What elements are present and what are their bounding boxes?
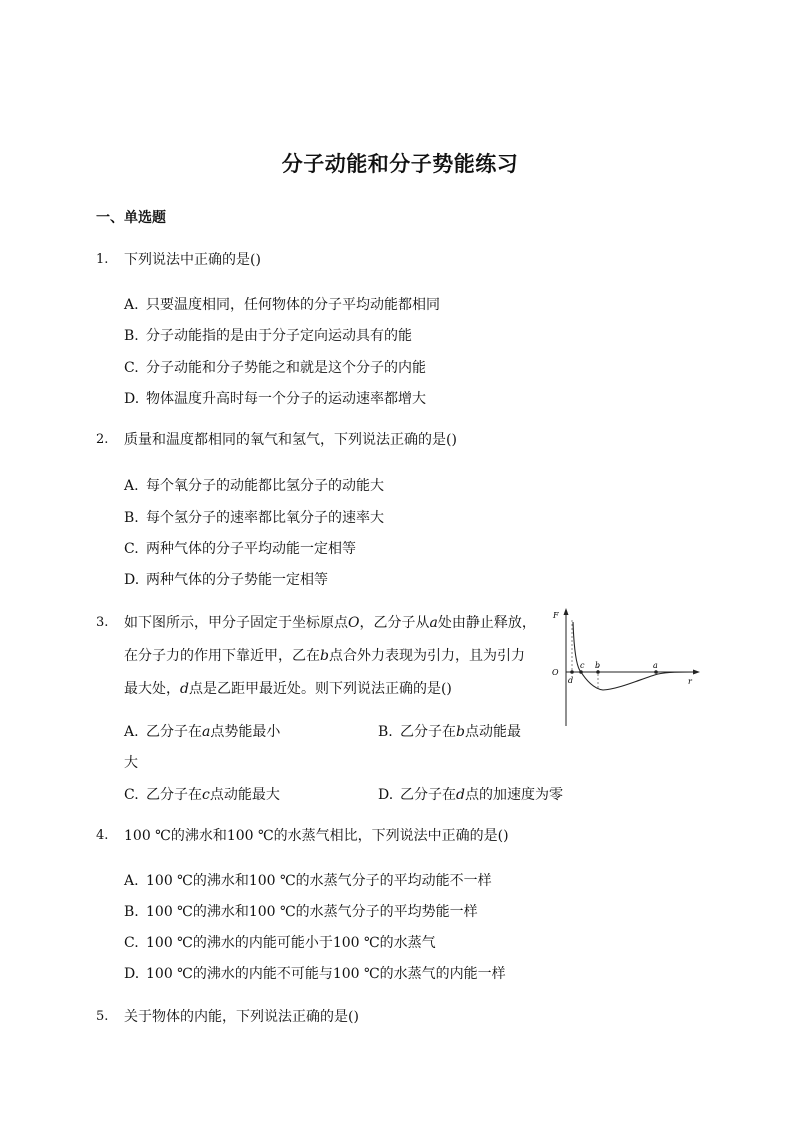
option-c: C. 分子动能和分子势能之和就是这个分子的内能 xyxy=(124,360,426,376)
point-d-label: d xyxy=(568,676,574,685)
point-b-label: b xyxy=(595,661,601,670)
question-number: 2. xyxy=(96,432,109,447)
question-number: 1. xyxy=(96,252,109,267)
point-d-marker xyxy=(570,670,574,674)
option-b: B. 每个氢分子的速率都比氧分子的速率大 xyxy=(124,510,384,526)
question-stem-line: 最大处，d点是乙距甲最近处。则下列说法正确的是() xyxy=(124,681,452,697)
x-axis-arrow xyxy=(693,670,700,675)
section-heading: 一、单选题 xyxy=(96,210,166,226)
point-a-label: a xyxy=(653,661,658,670)
option-b: B. 100 ℃的沸水和100 ℃的水蒸气分子的平均势能一样 xyxy=(124,904,478,920)
option-c: C. 100 ℃的沸水的内能可能小于100 ℃的水蒸气 xyxy=(124,935,436,951)
option-b: B. 分子动能指的是由于分子定向运动具有的能 xyxy=(124,328,412,344)
option-d: D. 两种气体的分子势能一定相等 xyxy=(124,572,328,588)
question-number: 4. xyxy=(96,828,109,843)
option-c: C. 两种气体的分子平均动能一定相等 xyxy=(124,541,356,557)
question-number: 5. xyxy=(96,1009,109,1024)
option-d: D. 100 ℃的沸水的内能不可能与100 ℃的水蒸气的内能一样 xyxy=(124,966,506,982)
point-a-marker xyxy=(654,670,658,674)
point-b-marker xyxy=(596,670,600,674)
option-a: A. 乙分子在a点势能最小 xyxy=(124,724,281,740)
option-b-wrap: 大 xyxy=(124,755,138,771)
question-stem: 下列说法中正确的是() xyxy=(124,252,261,268)
x-axis-label: r xyxy=(688,677,692,686)
option-a: A. 每个氧分子的动能都比氢分子的动能大 xyxy=(124,478,384,494)
y-axis-label: F xyxy=(553,611,559,620)
option-d: D. 物体温度升高时每一个分子的运动速率都增大 xyxy=(124,391,426,407)
option-c: C. 乙分子在c点动能最大 xyxy=(124,787,280,803)
option-a: A. 100 ℃的沸水和100 ℃的水蒸气分子的平均动能不一样 xyxy=(124,873,492,889)
y-axis-arrow xyxy=(564,608,569,615)
page-title: 分子动能和分子势能练习 xyxy=(281,152,519,176)
question-number: 3. xyxy=(96,615,109,630)
question-stem-line: 如下图所示，甲分子固定于坐标原点O，乙分子从a处由静止释放， xyxy=(124,615,536,631)
question-stem: 关于物体的内能，下列说法正确的是() xyxy=(124,1009,359,1025)
point-c-label: c xyxy=(580,661,585,670)
question-stem: 质量和温度都相同的氧气和氢气，下列说法正确的是() xyxy=(124,432,457,448)
option-d: D. 乙分子在d点的加速度为零 xyxy=(378,787,563,803)
question-stem: 100 ℃的沸水和100 ℃的水蒸气相比，下列说法中正确的是() xyxy=(124,828,509,844)
point-c-marker xyxy=(579,670,583,674)
force-distance-graph xyxy=(548,606,708,730)
origin-label: O xyxy=(552,668,559,677)
option-a: A. 只要温度相同，任何物体的分子平均动能都相同 xyxy=(124,297,440,313)
force-curve xyxy=(573,622,694,690)
question-stem-line: 在分子力的作用下靠近甲，乙在b点合外力表现为引力，且为引力 xyxy=(124,648,525,664)
option-b: B. 乙分子在b点动能最 xyxy=(378,724,521,740)
